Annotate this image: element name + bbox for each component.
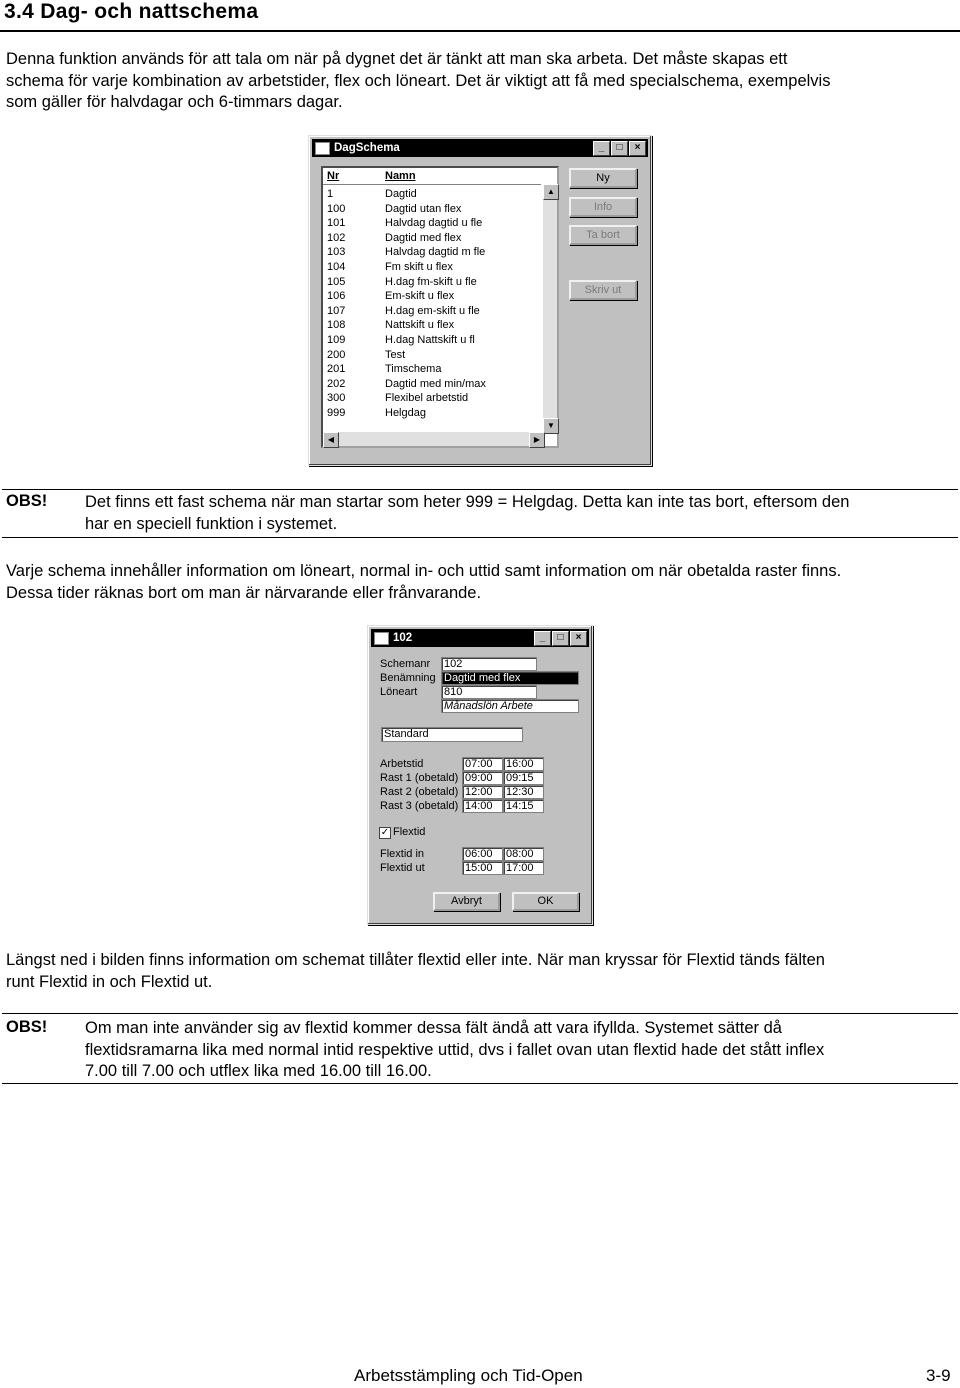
paragraph-2 [6,561,956,604]
list-item-namn: Nattskift u flex [385,319,455,332]
obs1-label: OBS! [6,492,48,510]
obs2-top-rule [2,1013,958,1014]
minimize-icon[interactable]: _ [534,631,551,646]
time-row-to-field[interactable]: 12:30 [503,785,544,799]
intro-paragraph [6,49,956,114]
list-item-nr: 107 [327,304,346,317]
time-row-from-field[interactable]: 12:00 [462,785,503,799]
list-item-nr: 202 [327,377,346,390]
info-button[interactable]: Info [569,197,637,217]
obs2-line: 7.00 till 7.00 och utflex lika med 16.00 till 16.00. [85,1062,432,1080]
list-item-nr: 201 [327,363,346,376]
benamning-field[interactable]: Dagtid med flex [441,671,579,685]
window-title: DagSchema [334,142,400,154]
list-item[interactable] [327,245,485,260]
paragraph-3 [6,950,956,993]
time-row-to-field[interactable]: 09:15 [503,771,544,785]
para2-line: Varje schema innehåller information om löneart, normal in- och uttid samt information om när obetalda raster finns. [6,562,842,580]
ta-bort-button[interactable]: Ta bort [569,225,637,245]
flex-row-to-field[interactable]: 08:00 [503,847,544,861]
flex-row-from-field[interactable]: 15:00 [462,861,503,875]
schemanr-label: Schemanr [380,658,431,670]
list-item-namn: Halvdag dagtid u fle [385,217,483,230]
list-item-namn: Dagtid [385,188,417,200]
avbryt-button[interactable]: Avbryt [433,892,500,911]
list-item-nr: 103 [327,246,346,259]
dagschema-titlebar [312,139,648,157]
list-item-nr: 102 [327,231,346,244]
column-header-nr[interactable]: Nr [327,170,340,182]
obs2-line: flextidsramarna lika med normal intid respektive uttid, dvs i fallet ovan utan flextid hade det stått inflex [85,1040,825,1059]
list-item[interactable] [327,202,461,217]
intro-line: som gäller för halvdagar och 6-timmars dagar. [6,93,343,111]
time-row-label: Rast 2 (obetald) [380,786,459,798]
list-item-namn: Halvdag dagtid m fle [385,246,486,259]
para3-line: Längst ned i bilden finns information om schemat tillåter flextid eller inte. När man kryssar för Flextid tänds fälten [6,951,825,969]
time-row-label: Arbetstid [380,758,424,770]
schema-list[interactable] [321,166,559,448]
obs2-bottom-rule [2,1083,958,1084]
para3-line: runt Flextid in och Flextid ut. [6,972,213,991]
obs1-text [85,492,957,535]
scroll-left-icon[interactable]: ◀ [323,432,339,448]
schemanr-field[interactable]: 102 [441,657,537,671]
list-item-namn: Dagtid med min/max [385,377,486,390]
list-item[interactable] [327,187,417,202]
list-item-namn: Em-skift u flex [385,290,455,303]
time-row-to-field[interactable]: 16:00 [503,757,544,771]
ny-button[interactable]: Ny [569,168,637,188]
window-title: 102 [393,632,413,644]
list-item-namn: H.dag em-skift u fle [385,304,480,317]
obs2-label: OBS! [6,1018,48,1036]
loneart-label: Löneart [380,686,418,698]
list-item-namn: Test [385,348,406,361]
flex-row-from-field[interactable]: 06:00 [462,847,503,861]
detail-titlebar [371,629,589,647]
maximize-icon[interactable]: □ [552,631,569,646]
loneart-field[interactable]: 810 [441,685,537,699]
section-heading: 3.4 Dag- och nattschema [4,0,259,23]
list-item[interactable] [327,362,441,377]
list-item[interactable] [327,348,405,363]
time-row-label: Rast 1 (obetald) [380,772,459,784]
list-item-nr: 1 [327,188,334,200]
maximize-icon[interactable]: □ [611,141,628,156]
footer-title: Arbetsstämpling och Tid-Open [354,1366,583,1385]
time-row-from-field[interactable]: 09:00 [462,771,503,785]
app-icon [374,632,389,645]
list-item-nr: 104 [327,261,346,273]
list-item[interactable] [327,391,468,406]
standard-dropdown[interactable]: Standard [381,727,523,742]
app-icon [315,142,330,155]
flex-row-to-field[interactable]: 17:00 [503,861,544,875]
header-divider [323,184,541,185]
flex-row-label: Flextid in [380,848,425,860]
list-item[interactable] [327,231,461,246]
list-item-nr: 300 [327,392,346,405]
list-item-namn: Dagtid med flex [385,231,462,244]
list-item-nr: 999 [327,407,346,419]
list-item-namn: Helgdag [385,407,426,419]
list-item-nr: 109 [327,334,346,346]
obs2-line: Om man inte använder sig av flextid kommer dessa fält ändå att vara ifyllda. Systemet sätter då [85,1019,782,1037]
obs1-bottom-rule [2,537,958,538]
scroll-right-icon[interactable]: ▶ [529,432,545,448]
list-item[interactable] [327,260,453,275]
close-icon[interactable]: × [629,141,646,156]
time-row-from-field[interactable]: 07:00 [462,757,503,771]
list-item[interactable] [327,289,454,304]
time-row-label: Rast 3 (obetald) [380,800,459,812]
list-item[interactable] [327,216,482,231]
dagschema-window [308,135,652,466]
column-header-namn[interactable]: Namn [385,170,416,182]
list-item[interactable] [327,318,454,333]
time-row-from-field[interactable]: 14:00 [462,799,503,813]
list-item[interactable] [327,333,475,348]
benamning-label: Benämning [380,672,436,684]
scroll-down-icon[interactable]: ▼ [543,418,559,434]
list-item-nr: 100 [327,202,346,215]
obs2-text [85,1018,957,1083]
list-item-nr: 101 [327,217,346,230]
list-item-namn: H.dag fm-skift u fle [385,275,477,288]
skriv-ut-button[interactable]: Skriv ut [569,280,637,300]
obs1-line: har en speciell funktion i systemet. [85,514,338,533]
ok-button[interactable]: OK [512,892,579,911]
list-item-nr: 106 [327,290,346,303]
flex-row-label: Flextid ut [380,862,425,874]
obs1-line: Det finns ett fast schema när man startar som heter 999 = Helgdag. Detta kan inte tas bort, eftersom den [85,493,850,511]
list-item-namn: Fm skift u flex [385,261,453,273]
list-item-namn: H.dag Nattskift u fl [385,334,475,346]
obs1-top-rule [2,489,958,490]
list-item-namn: Flexibel arbetstid [385,392,469,405]
list-item-nr: 200 [327,348,346,361]
list-item-namn: Timschema [385,363,442,376]
heading-rule [0,30,960,32]
list-item[interactable] [327,304,480,319]
scroll-up-icon[interactable]: ▲ [543,184,559,200]
para2-line: Dessa tider räknas bort om man är närvarande eller frånvarande. [6,583,482,602]
page-number: 3-9 [926,1366,951,1385]
list-item[interactable] [327,377,486,392]
close-icon[interactable]: × [570,631,587,646]
list-item-nr: 108 [327,319,346,332]
time-row-to-field[interactable]: 14:15 [503,799,544,813]
intro-line: Denna funktion används för att tala om när på dygnet det är tänkt att man ska arbeta. Det måste skapas ett [6,50,788,68]
vertical-scrollbar[interactable] [543,184,557,432]
list-item[interactable] [327,406,426,421]
intro-line: schema för varje kombination av arbetstider, flex och löneart. Det är viktigt att få med specialschema, exempelvis [6,71,831,90]
minimize-icon[interactable]: _ [593,141,610,156]
list-item-namn: Dagtid utan flex [385,202,462,215]
flextid-checkbox[interactable]: ✓ [380,827,390,838]
flextid-label: Flextid [393,826,426,838]
loneart-description: Månadslön Arbete [441,699,579,713]
list-item[interactable] [327,275,477,290]
list-item-nr: 105 [327,275,346,288]
schema-detail-window [367,625,593,925]
horizontal-scrollbar[interactable] [323,432,543,446]
